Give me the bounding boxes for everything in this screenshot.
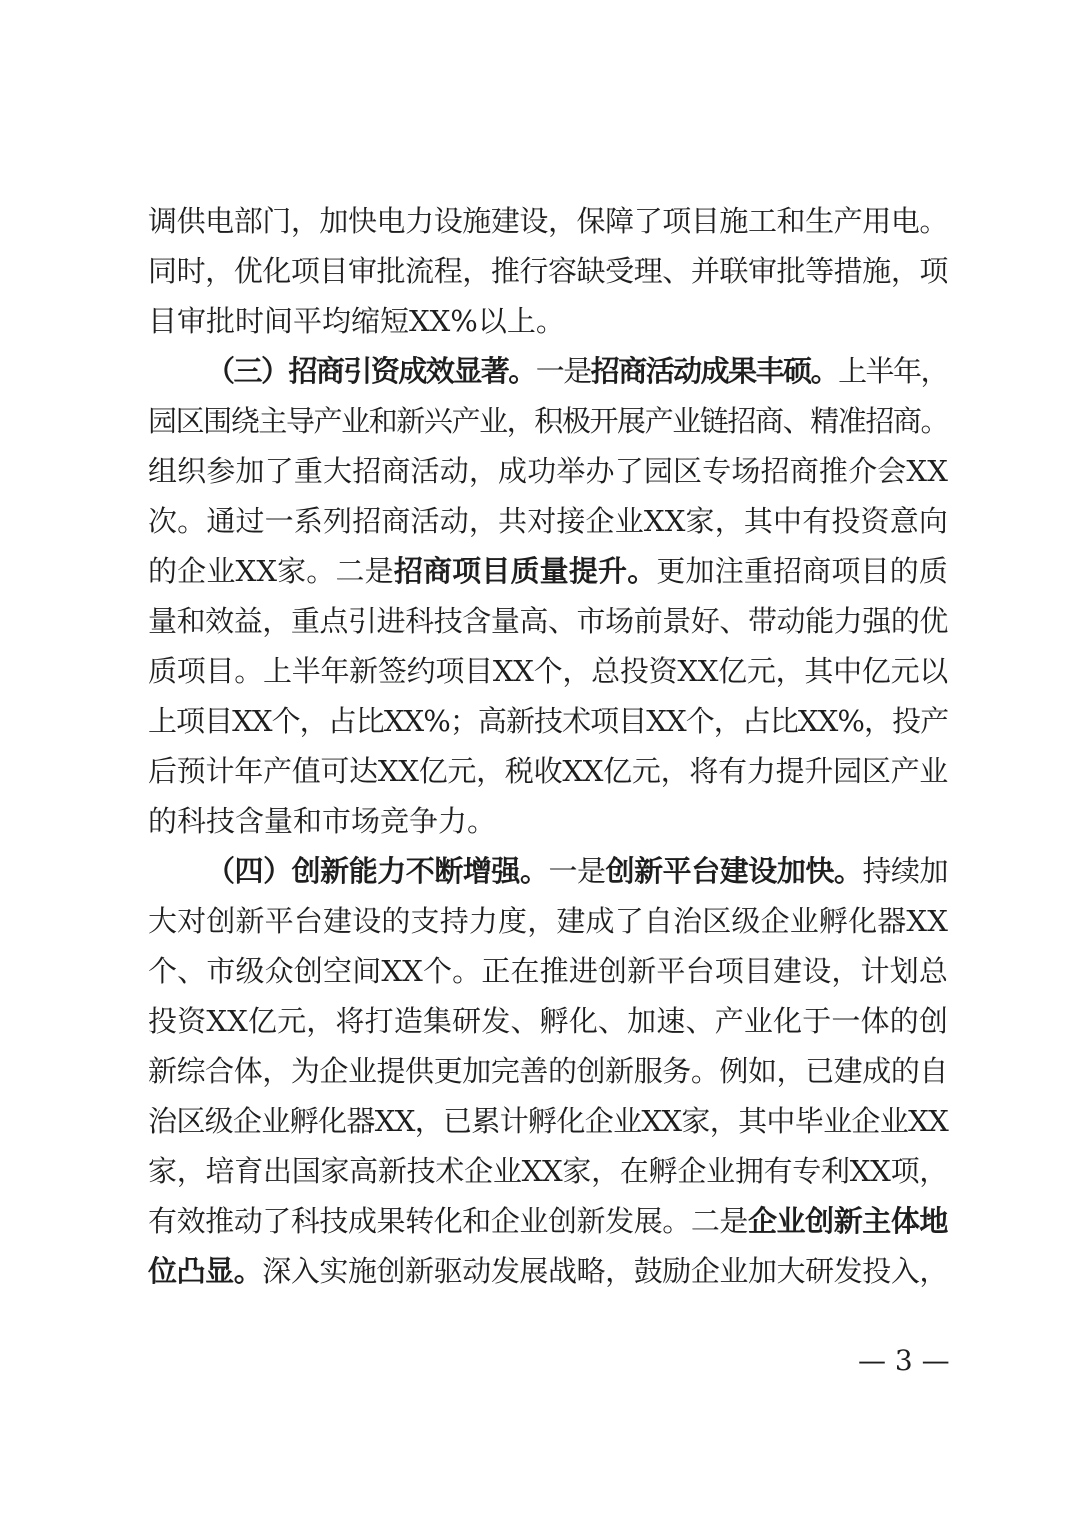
text-line — [148, 1146, 948, 1196]
text-line — [148, 346, 948, 396]
bold-heading-text: 创新平台建设加快。 — [605, 854, 863, 888]
body-text: 新综合体，为企业提供更加完善的创新服务。例如，已建成的自 — [148, 1054, 948, 1088]
bold-heading-text: 招商项目质量提升。 — [393, 554, 657, 588]
text-line — [148, 646, 948, 696]
bold-heading-text: 招商活动成果丰硕。 — [590, 354, 839, 388]
text-line — [148, 496, 948, 546]
text-line — [148, 1096, 948, 1146]
text-line — [148, 896, 948, 946]
body-text: 次。通过一系列招商活动，共对接企业XX家，其中有投资意向 — [148, 504, 949, 538]
text-line — [148, 446, 948, 496]
body-text: 后预计年产值可达XX亿元，税收XX亿元，将有力提升园区产业 — [148, 754, 949, 788]
bold-heading-text: （三）招商引资成效显著。 — [206, 354, 536, 388]
body-text: 上半年， — [838, 354, 948, 388]
bold-heading-text: 企业创新主体地 — [747, 1204, 948, 1238]
body-text: 调供电部门，加快电力设施建设，保障了项目施工和生产用电。 — [148, 204, 948, 238]
text-line — [148, 196, 948, 246]
body-text: 深入实施创新驱动发展战略，鼓励企业加大研发投入， — [262, 1254, 948, 1288]
text-line — [148, 796, 948, 846]
body-text: 大对创新平台建设的支持力度，建成了自治区级企业孵化器XX — [148, 904, 949, 938]
body-text: 持续加 — [862, 854, 949, 888]
body-text: 更加注重招商项目的质 — [656, 554, 949, 588]
text-line — [148, 1196, 948, 1246]
body-text: 质项目。上半年新签约项目XX个，总投资XX亿元，其中亿元以 — [148, 654, 949, 688]
body-text: 个、市级众创空间XX个。正在推进创新平台项目建设，计划总 — [148, 954, 949, 988]
text-line — [148, 946, 948, 996]
page-number: — 3 — — [858, 1344, 950, 1377]
text-line — [148, 296, 948, 346]
body-text: 上项目XX个，占比XX%；高新技术项目XX个，占比XX%，投产 — [148, 704, 949, 738]
text-line — [148, 696, 948, 746]
body-text: 园区围绕主导产业和新兴产业，积极开展产业链招商、精准招商。 — [148, 404, 949, 438]
body-text: 组织参加了重大招商活动，成功举办了园区专场招商推介会XX — [148, 454, 949, 488]
text-line — [148, 546, 948, 596]
body-text: 的科技含量和市场竞争力。 — [148, 804, 497, 838]
body-text: 量和效益，重点引进科技含量高、市场前景好、带动能力强的优 — [148, 604, 948, 638]
text-line — [148, 996, 948, 1046]
text-line — [148, 246, 948, 296]
body-text: 治区级企业孵化器XX，已累计孵化企业XX家，其中毕业企业XX — [148, 1104, 949, 1138]
body-text: 投资XX亿元，将打造集研发、孵化、加速、产业化于一体的创 — [148, 1004, 949, 1038]
body-text: 一是 — [548, 854, 606, 888]
text-line — [148, 1046, 948, 1096]
bold-heading-text: （四）创新能力不断增强。 — [206, 854, 549, 888]
text-line — [148, 746, 948, 796]
body-text: 家，培育出国家高新技术企业XX家，在孵企业拥有专利XX项， — [148, 1154, 949, 1188]
body-text: 有效推动了科技成果转化和企业创新发展。二是 — [148, 1204, 748, 1238]
body-text: 一是 — [535, 354, 591, 388]
text-line — [148, 596, 948, 646]
body-text: 同时，优化项目审批流程，推行容缺受理、并联审批等措施，项 — [148, 254, 948, 288]
body-text: 目审批时间平均缩短XX%以上。 — [148, 304, 565, 338]
text-line — [148, 846, 948, 896]
text-line — [148, 396, 948, 446]
document-body — [148, 196, 948, 1296]
text-line — [148, 1246, 948, 1296]
body-text: 的企业XX家。二是 — [148, 554, 394, 588]
bold-heading-text: 位凸显。 — [148, 1254, 263, 1288]
